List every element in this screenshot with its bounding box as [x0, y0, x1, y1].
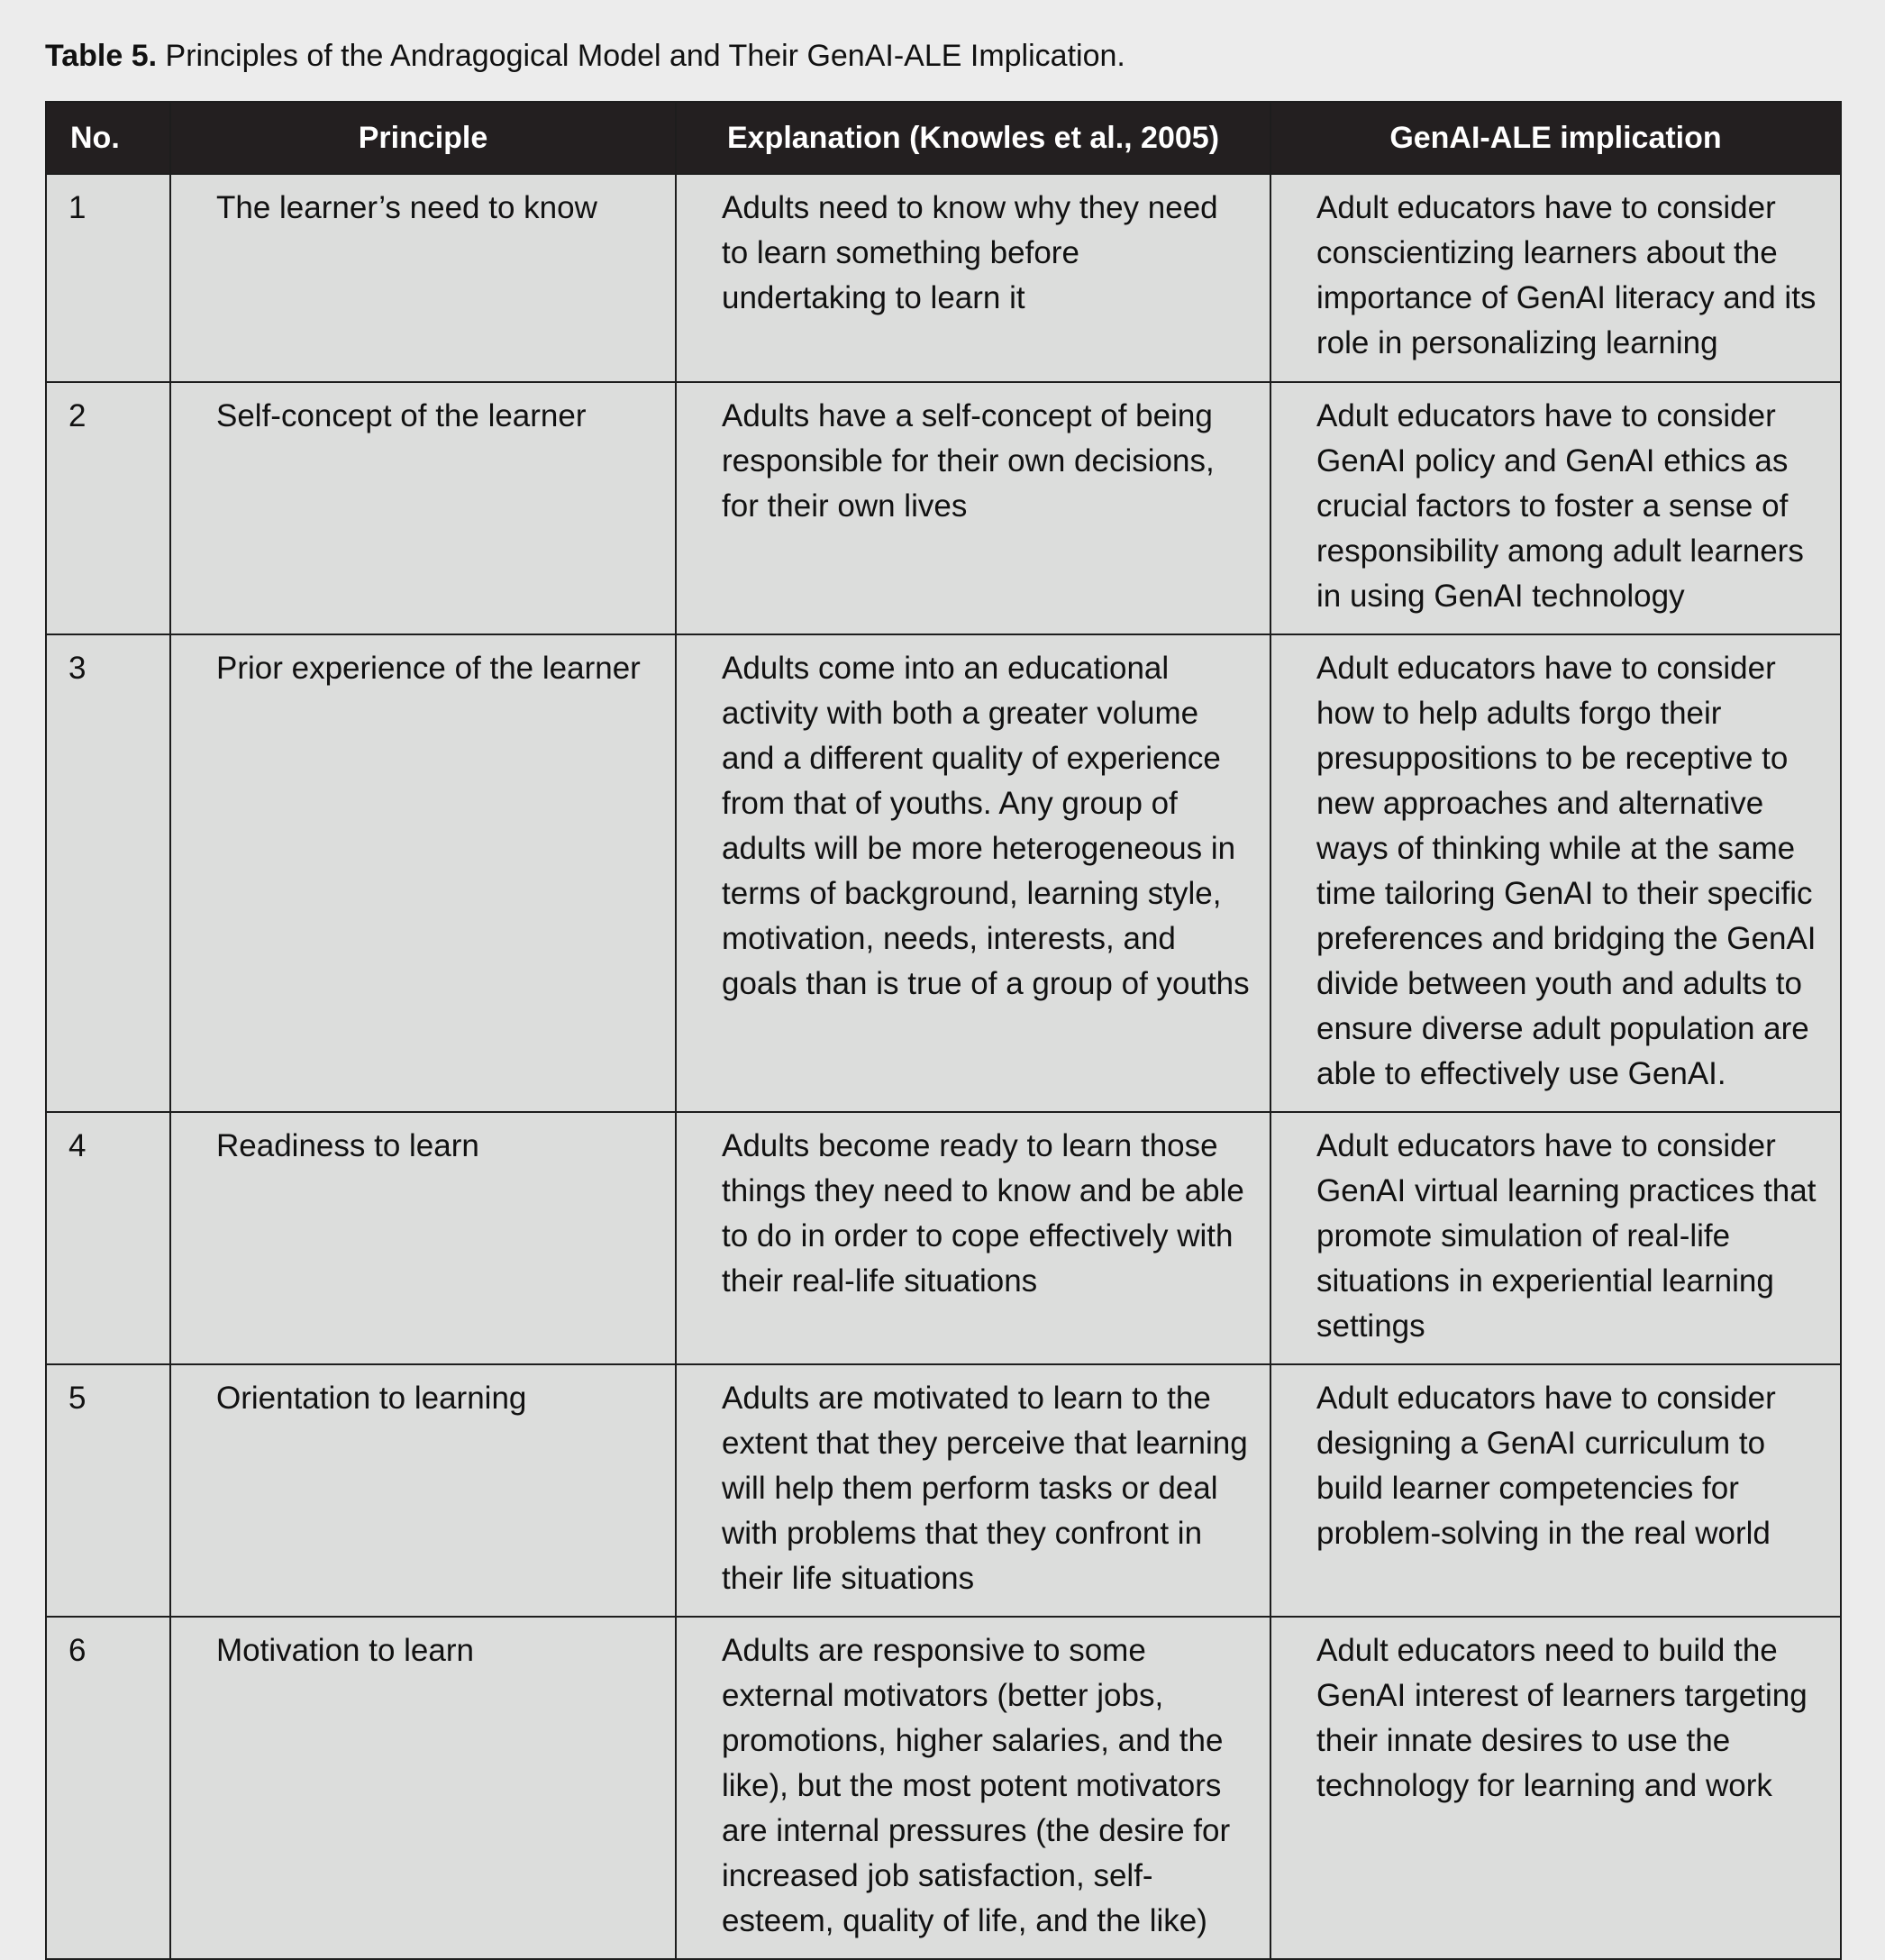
- principles-table: [45, 101, 1842, 1960]
- cell-implication: Adult educators have to consider how to help adults forgo their presuppositions to be receptive to new approaches and alternative ways of thinking while at the same time tailoring GenAI to their specific preferences and bridging the GenAI divide between youth and adults to ensure diverse adult population are able to effectively use GenAI.: [1270, 634, 1841, 1112]
- cell-no: 5: [46, 1364, 170, 1617]
- cell-no: 2: [46, 382, 170, 634]
- table-row: [46, 634, 1841, 1112]
- cell-principle: Orientation to learning: [170, 1364, 676, 1617]
- cell-explanation: Adults have a self-concept of being responsible for their own decisions, for their own lives: [676, 382, 1270, 634]
- cell-no: 3: [46, 634, 170, 1112]
- cell-implication: Adult educators have to consider GenAI virtual learning practices that promote simulation of real-life situations in experiential learning settings: [1270, 1112, 1841, 1364]
- cell-explanation: Adults come into an educational activity with both a greater volume and a different quality of experience from that of youths. Any group of adults will be more heterogeneous in terms of background, learning style, motivation, needs, interests, and goals than is true of a group of youths: [676, 634, 1270, 1112]
- table-label: Table 5.: [45, 39, 158, 73]
- cell-explanation: Adults are responsive to some external motivators (better jobs, promotions, higher salaries, and the like), but the most potent motivators are internal pressures (the desire for increased job satisfaction, self-esteem, quality of life, and the like): [676, 1617, 1270, 1959]
- cell-principle: Motivation to learn: [170, 1617, 676, 1959]
- cell-no: 4: [46, 1112, 170, 1364]
- table-row: [46, 1112, 1841, 1364]
- cell-implication: Adult educators have to consider conscientizing learners about the importance of GenAI literacy and its role in personalizing learning: [1270, 174, 1841, 382]
- header-explanation: Explanation (Knowles et al., 2005): [676, 102, 1270, 174]
- cell-explanation: Adults need to know why they need to learn something before undertaking to learn it: [676, 174, 1270, 382]
- cell-principle: The learner’s need to know: [170, 174, 676, 382]
- table-header-row: [46, 102, 1841, 174]
- header-implication: GenAI-ALE implication: [1270, 102, 1841, 174]
- cell-implication: Adult educators have to consider designing a GenAI curriculum to build learner competencies for problem-solving in the real world: [1270, 1364, 1841, 1617]
- cell-principle: Readiness to learn: [170, 1112, 676, 1364]
- cell-implication: Adult educators need to build the GenAI interest of learners targeting their innate desires to use the technology for learning and work: [1270, 1617, 1841, 1959]
- table-row: [46, 174, 1841, 382]
- cell-principle: Self-concept of the learner: [170, 382, 676, 634]
- table-row: [46, 1617, 1841, 1959]
- cell-implication: Adult educators have to consider GenAI policy and GenAI ethics as crucial factors to foster a sense of responsibility among adult learners in using GenAI technology: [1270, 382, 1841, 634]
- table-row: [46, 1364, 1841, 1617]
- cell-explanation: Adults become ready to learn those things they need to know and be able to do in order to cope effectively with their real-life situations: [676, 1112, 1270, 1364]
- cell-no: 6: [46, 1617, 170, 1959]
- table-row: [46, 382, 1841, 634]
- cell-no: 1: [46, 174, 170, 382]
- table-title: Principles of the Andragogical Model and Their GenAI-ALE Implication.: [165, 39, 1125, 73]
- cell-explanation: Adults are motivated to learn to the extent that they perceive that learning will help them perform tasks or deal with problems that they confront in their life situations: [676, 1364, 1270, 1617]
- cell-principle: Prior experience of the learner: [170, 634, 676, 1112]
- header-principle: Principle: [170, 102, 676, 174]
- table-caption: [45, 34, 1125, 77]
- header-no: No.: [46, 102, 170, 174]
